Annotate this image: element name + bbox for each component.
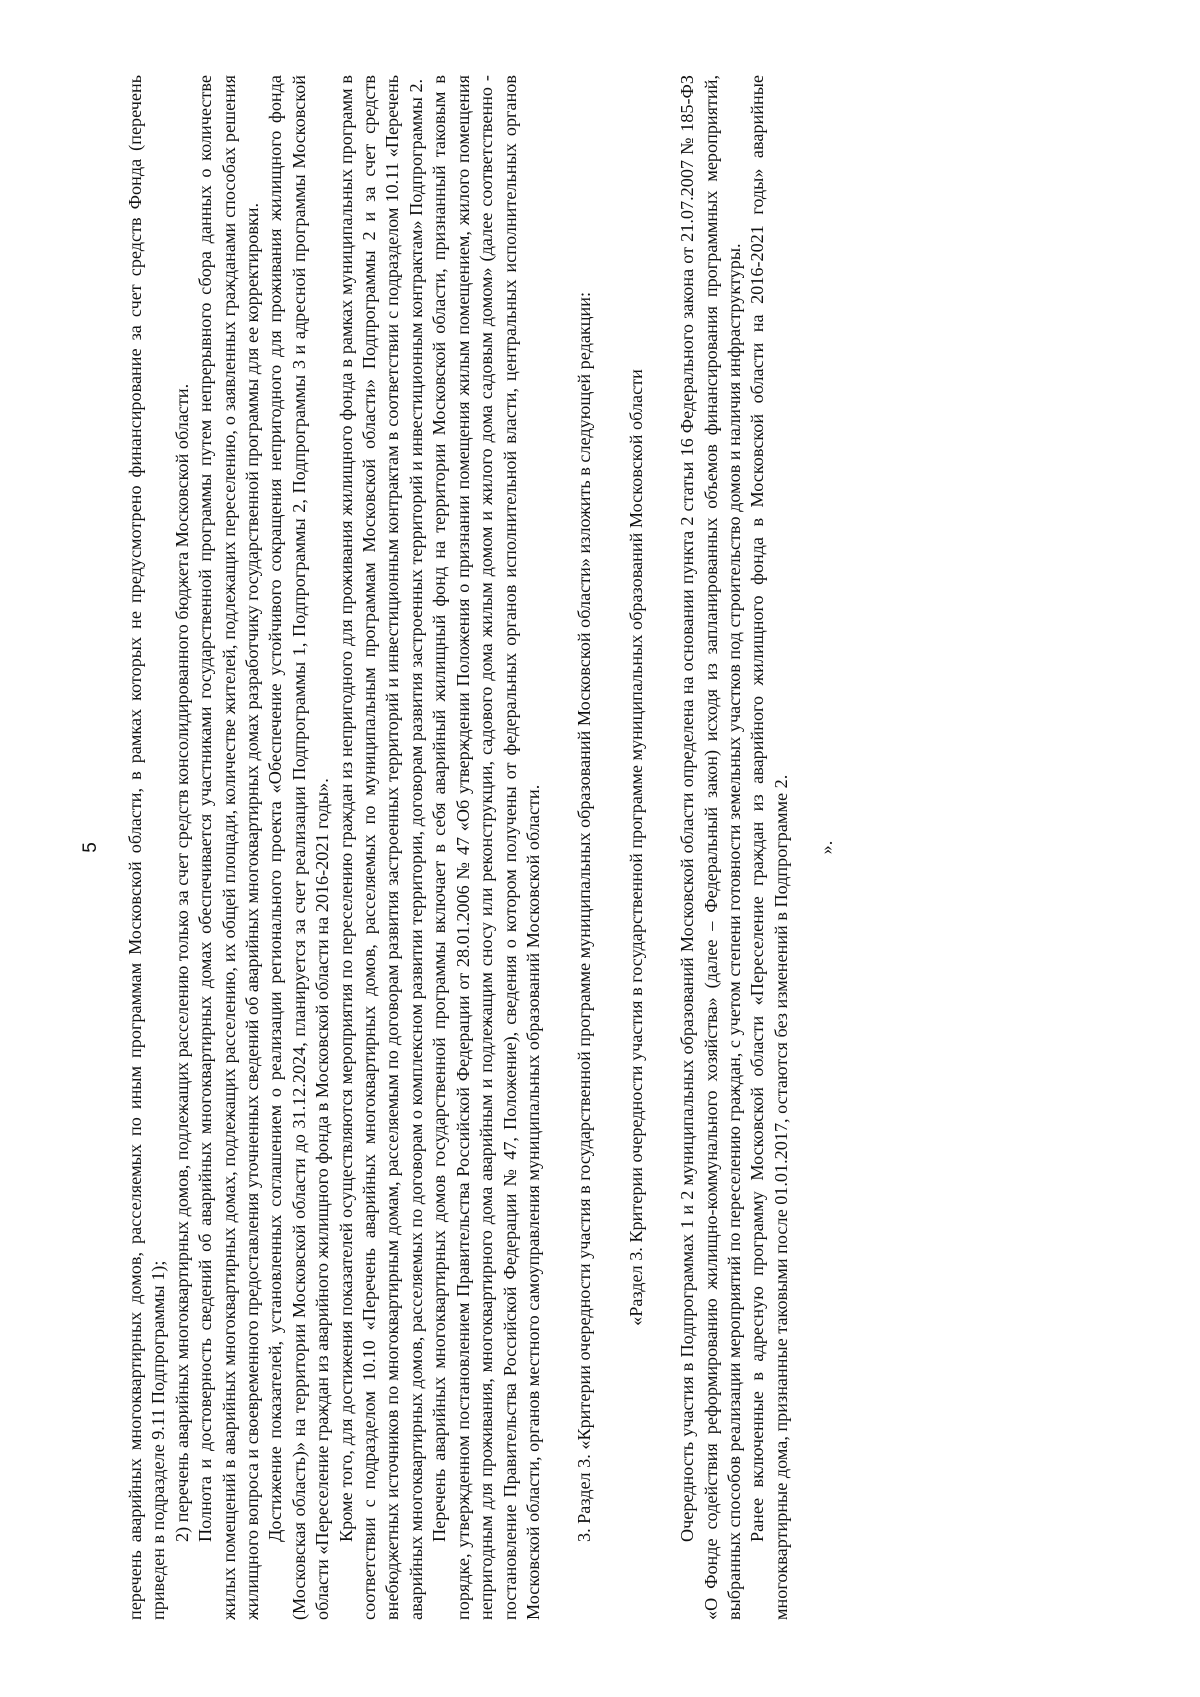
rotated-page-content bbox=[80, 75, 1120, 1620]
paragraph-amendment-3: 3. Раздел 3. «Критерии очередности участия в государственной программе муниципальных образований Московской области» изложить в следующей редакции: bbox=[574, 291, 595, 1542]
paragraph-municipal-programs: Кроме того, для достижения показателей осуществляются мероприятия по переселению граждан из непригодного для проживания жилищного фонда в рамках муниципальных программ в соответствии с подразделом 10.10 «Перечень аварийных многоквартирных домов, расселяемых по муниципальным программам Московской области» Подпрограммы 2 и за счет средств внебюджетных источников по многоквартирным домам, расселяемым по договорам развития застроенных территорий и инвестиционным контрактам в соответствии с подразделом 10.11 «Перечень аварийных многоквартирных домов, расселяемых по договорам о комплексном развитии территории, договорам развития застроенных территорий и инвестиционным контрактам» Подпрограммы 2. bbox=[335, 75, 426, 1620]
paragraph-data-completeness: Полнота и достоверность сведений об аварийных многоквартирных домах обеспечивается участниками государственной программы путем непрерывного сбора данных о количестве жилых помещений в аварийных многоквартирных домах, подлежащих расселению, их общей площади, количестве жителей, подлежащих переселению, о заявленных гражданами способах решения жилищного вопроса и своевременного предоставления уточненных сведений об аварийных многоквартирных домах разработчику государственной программы для ее корректировки. bbox=[195, 75, 263, 1620]
paragraph-previously-included: Ранее включенные в адресную программу Московской области «Переселение граждан из аварийного жилищного фонда в Московской области на 2016-2021 годы» аварийные многоквартирные дома, признанные таковыми после 01.01.2017, остаются без изменений в Подпрограмме 2. bbox=[747, 75, 791, 1620]
paragraph-emergency-housing-list: Перечень аварийных многоквартирных домов государственной программы включает в себя аварийный жилищный фонд на территории Московской области, признанный таковым в порядке, утвержденном постановлением Правительства Российской Федерации от 28.01.2006 № 47 «Об утверждении Положения о признании помещения жилым помещением, жилого помещения непригодным для проживания, многоквартирного дома аварийным и подлежащим сносу или реконструкции, садового дома жилым домом и жилого дома садовым домом» (далее соответственно - постановление Правительства Российской Федерации № 47, Положение), сведения о котором получены от федеральных органов исполнительной власти, центральных исполнительных органов Московской области, органов местного самоуправления муниципальных образований Московской области. bbox=[429, 75, 543, 1620]
section-3-heading: «Раздел 3. Критерии очередности участия в государственной программе муниципальных образований Московской области bbox=[625, 369, 646, 1326]
paragraph-list-item-2: 2) перечень аварийных многоквартирных домов, подлежащих расселению только за счет средств консолидированного бюджета Московской области. bbox=[171, 383, 192, 1542]
closing-quote-mark: ». bbox=[816, 840, 837, 855]
paragraph-list-item-1: перечень аварийных многоквартирных домов, расселяемых по иным программам Московской области, в рамках которых не предусмотрено финансирование за счет средств Фонда (перечень приведен в подразделе 9.11 Подпрограммы 1); bbox=[125, 75, 169, 1620]
paragraph-priority-order: Очередность участия в Подпрограммах 1 и 2 муниципальных образований Московской области определена на основании пункта 2 статьи 16 Федерального закона от 21.07.2007 № 185-ФЗ «О Фонде содействия реформированию жилищно-коммунального хозяйства» (далее – Федеральный закон) исходя из запланированных объемов финансирования программных мероприятий, выбранных способов реализации мероприятий по переселению граждан, с учетом степени готовности земельных участков под строительство домов и наличия инфраструктуры. bbox=[677, 75, 744, 1620]
page-number: 5 bbox=[80, 842, 101, 853]
document-body bbox=[124, 75, 839, 1620]
paragraph-regional-project: Достижение показателей, установленных соглашением о реализации регионального проекта «Обеспечение устойчивого сокращения непригодного для проживания жилищного фонда (Московская область)» на территории Московской области до 31.12.2024, планируется за счет реализации Подпрограммы 1, Подпрограммы 2, Подпрограммы 3 и адресной программы Московской области «Переселение граждан из аварийного жилищного фонда в Московской области на 2016-2021 годы». bbox=[265, 75, 333, 1620]
